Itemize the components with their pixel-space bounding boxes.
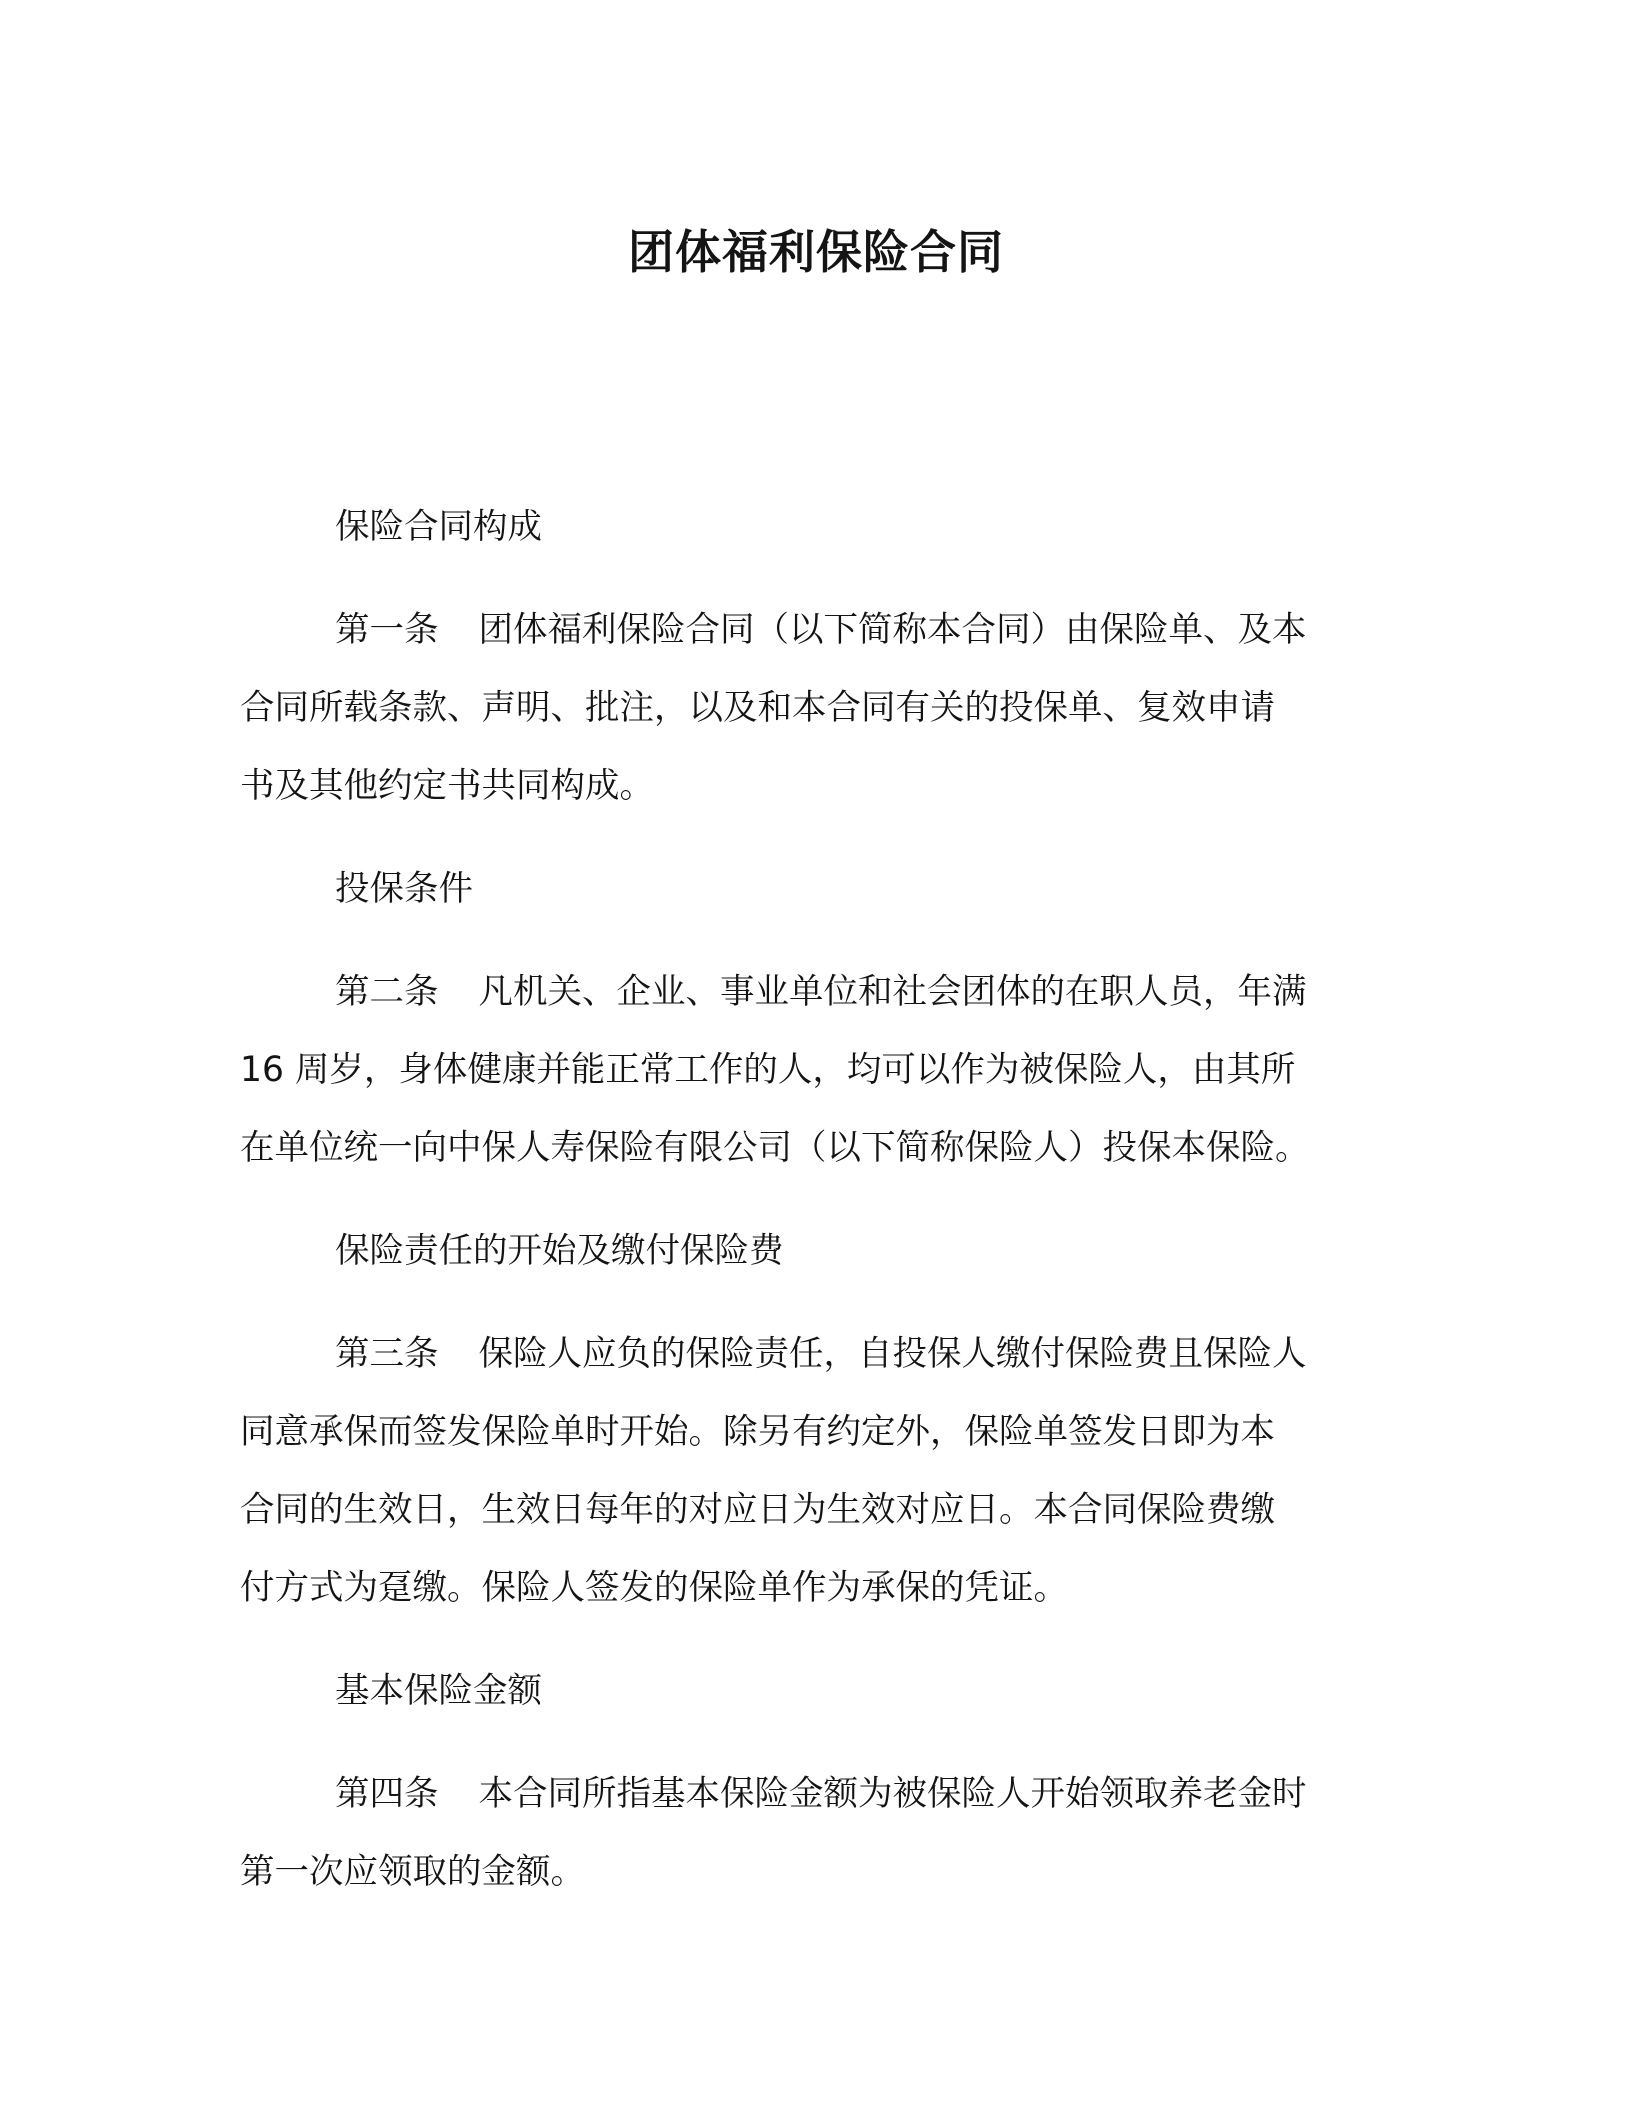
paragraph-line: 合同所载条款、声明、批注，以及和本合同有关的投保单、复效申请 xyxy=(240,688,1275,728)
paragraph-line: 第一次应领取的金额。 xyxy=(240,1852,585,1892)
section-heading: 投保条件 xyxy=(335,869,473,909)
article-first-line xyxy=(335,1755,1380,1833)
article-label: 第三条 xyxy=(335,1334,439,1374)
paragraph-line: 凡机关、企业、事业单位和社会团体的在职人员，年满 xyxy=(478,972,1307,1012)
paragraph-line: 团体福利保险合同（以下简称本合同）由保险单、及本 xyxy=(478,610,1307,650)
paragraph-line: 保险人应负的保险责任，自投保人缴付保险费且保险人 xyxy=(478,1334,1307,1374)
section-heading: 基本保险金额 xyxy=(335,1671,542,1711)
article-label: 第四条 xyxy=(335,1774,439,1814)
article-first-line xyxy=(335,953,1380,1031)
section-heading: 保险责任的开始及缴付保险费 xyxy=(335,1231,784,1271)
article-first-line xyxy=(335,1315,1380,1393)
article-label: 第一条 xyxy=(335,610,439,650)
paragraph-line: 同意承保而签发保险单时开始。除另有约定外，保险单签发日即为本 xyxy=(240,1412,1275,1452)
article-first-line xyxy=(335,591,1380,669)
paragraph-line: 书及其他约定书共同构成。 xyxy=(240,766,654,806)
paragraph-line: 合同的生效日，生效日每年的对应日为生效对应日。本合同保险费缴 xyxy=(240,1490,1275,1530)
paragraph-line: 16 周岁，身体健康并能正常工作的人，均可以作为被保险人，由其所 xyxy=(240,1050,1296,1090)
document-body xyxy=(240,488,1380,1911)
paragraph-line: 本合同所指基本保险金额为被保险人开始领取养老金时 xyxy=(478,1774,1307,1814)
paragraph-line: 付方式为趸缴。保险人签发的保险单作为承保的凭证。 xyxy=(240,1568,1068,1608)
document-title: 团体福利保险合同 xyxy=(628,225,1004,279)
paragraph-line: 在单位统一向中保人寿保险有限公司（以下简称保险人）投保本保险。 xyxy=(240,1128,1310,1168)
section-heading: 保险合同构成 xyxy=(335,507,542,547)
article-label: 第二条 xyxy=(335,972,439,1012)
